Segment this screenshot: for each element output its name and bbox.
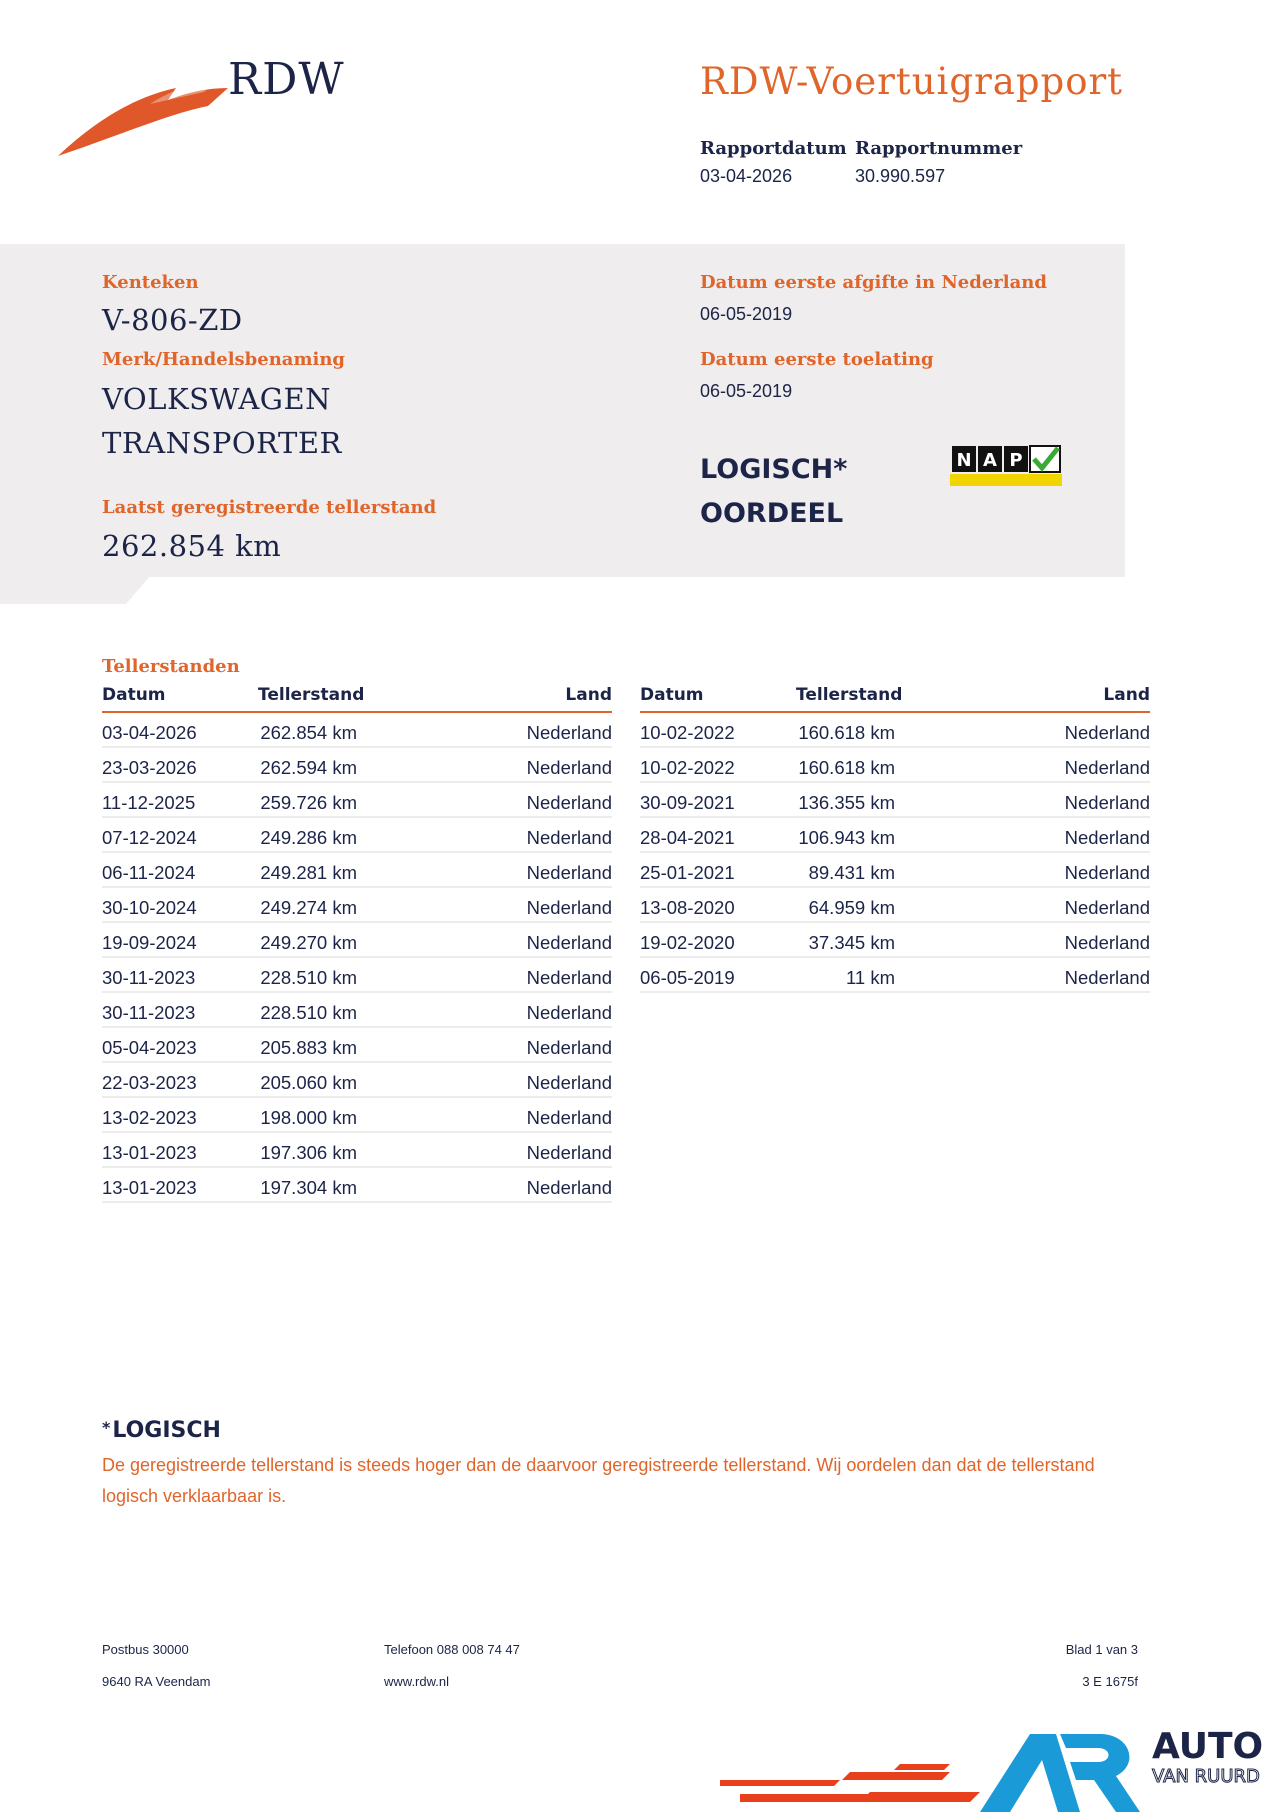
footnote-title	[102, 1418, 221, 1443]
panel-tab-shape	[0, 576, 150, 604]
row-reading: 205.060 km	[260, 1072, 357, 1093]
logo-text: RDW	[228, 54, 345, 105]
row-reading: 197.304 km	[260, 1177, 357, 1198]
row-date: 13-08-2020	[640, 897, 735, 918]
row-reading: 249.274 km	[260, 897, 357, 918]
make-label: Merk/Handelsbenaming	[102, 349, 346, 370]
plate-value: V-806-ZD	[102, 303, 243, 337]
row-country: Nederland	[526, 827, 612, 848]
row-country: Nederland	[526, 1002, 612, 1023]
row-date: 23-03-2026	[102, 757, 197, 778]
row-reading: 198.000 km	[260, 1107, 357, 1128]
footer-phone: Telefoon 088 008 74 47	[384, 1642, 520, 1657]
table-header	[102, 685, 612, 713]
report-number: 30.990.597	[855, 166, 946, 186]
row-date: 28-04-2021	[640, 827, 735, 848]
row-date: 13-02-2023	[102, 1107, 197, 1128]
footnote-star: *	[102, 1418, 111, 1437]
row-country: Nederland	[526, 1142, 612, 1163]
row-country: Nederland	[526, 967, 612, 988]
odometer-label: Laatst geregistreerde tellerstand	[102, 497, 437, 518]
report-date-label: Rapportdatum	[700, 138, 847, 159]
verdict-line1: LOGISCH*	[700, 454, 848, 485]
first-nl-label: Datum eerste afgifte in Nederland	[700, 272, 1047, 293]
row-reading: 160.618 km	[798, 722, 895, 743]
row-date: 11-12-2025	[102, 792, 196, 813]
row-reading: 228.510 km	[260, 967, 357, 988]
table-header	[640, 685, 1150, 713]
nap-letter-a: A	[983, 450, 997, 471]
row-country: Nederland	[526, 932, 612, 953]
table-row	[102, 1063, 612, 1098]
row-reading: 228.510 km	[260, 1002, 357, 1023]
row-country: Nederland	[1064, 932, 1150, 953]
row-country: Nederland	[526, 1072, 612, 1093]
make-line2: TRANSPORTER	[102, 426, 342, 460]
row-date: 22-03-2023	[102, 1072, 197, 1093]
row-date: 10-02-2022	[640, 722, 735, 743]
row-date: 25-01-2021	[640, 862, 735, 883]
row-date: 07-12-2024	[102, 827, 197, 848]
table-row	[102, 748, 612, 783]
row-reading: 249.281 km	[260, 862, 357, 883]
col-date: Datum	[640, 685, 704, 705]
row-date: 30-09-2021	[640, 792, 735, 813]
table-row	[102, 713, 612, 748]
row-country: Nederland	[526, 792, 612, 813]
table-row	[102, 1098, 612, 1133]
table-row	[640, 923, 1150, 958]
nap-badge	[950, 442, 1062, 486]
brand-line2: VAN RUURD	[1152, 1766, 1260, 1787]
row-date: 13-01-2023	[102, 1177, 197, 1198]
col-country: Land	[1103, 685, 1150, 705]
readings-table-left	[102, 685, 612, 1203]
row-reading: 262.854 km	[260, 722, 357, 743]
make-line1: VOLKSWAGEN	[102, 382, 332, 416]
row-country: Nederland	[526, 1037, 612, 1058]
row-reading: 11 km	[845, 967, 895, 988]
table-row	[102, 1168, 612, 1203]
row-country: Nederland	[1064, 897, 1150, 918]
footer-code: 3 E 1675f	[1082, 1674, 1138, 1689]
table-row	[640, 748, 1150, 783]
nap-letter-p: P	[1009, 450, 1023, 471]
row-country: Nederland	[526, 1177, 612, 1198]
auto-van-ruurd-logo	[720, 1720, 1280, 1812]
table-row	[640, 888, 1150, 923]
row-reading: 136.355 km	[798, 792, 895, 813]
table-row	[102, 1133, 612, 1168]
row-country: Nederland	[526, 862, 612, 883]
report-number-label: Rapportnummer	[855, 138, 1023, 159]
table-row	[640, 958, 1150, 993]
first-nl-value: 06-05-2019	[700, 304, 793, 324]
footnote-title-text: LOGISCH	[112, 1418, 221, 1443]
row-reading: 197.306 km	[260, 1142, 357, 1163]
table-row	[640, 853, 1150, 888]
table-row	[102, 853, 612, 888]
row-date: 13-01-2023	[102, 1142, 197, 1163]
table-row	[102, 958, 612, 993]
verdict-line2: OORDEEL	[700, 498, 844, 529]
row-country: Nederland	[1064, 722, 1150, 743]
col-country: Land	[565, 685, 612, 705]
report-title: RDW-Voertuigrapport	[700, 60, 1124, 103]
odometer-value: 262.854 km	[102, 529, 282, 563]
row-date: 05-04-2023	[102, 1037, 197, 1058]
row-country: Nederland	[1064, 792, 1150, 813]
row-date: 30-11-2023	[102, 967, 196, 988]
row-country: Nederland	[526, 897, 612, 918]
table-row	[640, 783, 1150, 818]
col-reading: Tellerstand	[796, 685, 903, 705]
row-date: 30-11-2023	[102, 1002, 196, 1023]
plate-label: Kenteken	[102, 272, 199, 293]
col-date: Datum	[102, 685, 166, 705]
table-row	[102, 783, 612, 818]
row-reading: 37.345 km	[808, 932, 895, 953]
row-country: Nederland	[1064, 862, 1150, 883]
row-date: 06-11-2024	[102, 862, 196, 883]
row-reading: 262.594 km	[260, 757, 357, 778]
row-reading: 160.618 km	[798, 757, 895, 778]
table-row	[102, 1028, 612, 1063]
first-admission-value: 06-05-2019	[700, 381, 793, 401]
row-country: Nederland	[526, 757, 612, 778]
row-reading: 89.431 km	[808, 862, 895, 883]
table-row	[102, 888, 612, 923]
row-date: 19-09-2024	[102, 932, 197, 953]
footnote-text: De geregistreerde tellerstand is steeds hoger dan de daarvoor geregistreerde tellerstand. Wij oordelen dan dat de tellerstand logisch verklaarbaar is.	[102, 1455, 1095, 1506]
first-admission-label: Datum eerste toelating	[700, 349, 934, 370]
row-reading: 249.286 km	[260, 827, 357, 848]
readings-table-right	[640, 685, 1150, 993]
readings-section-label: Tellerstanden	[102, 656, 240, 677]
row-reading: 64.959 km	[808, 897, 895, 918]
table-row	[102, 993, 612, 1028]
row-country: Nederland	[1064, 967, 1150, 988]
table-row	[102, 818, 612, 853]
footer-page: Blad 1 van 3	[1065, 1642, 1138, 1657]
footer-address2: 9640 RA Veendam	[102, 1674, 211, 1689]
row-date: 10-02-2022	[640, 757, 735, 778]
row-reading: 249.270 km	[260, 932, 357, 953]
table-row	[640, 818, 1150, 853]
ar-mark-icon	[980, 1734, 1140, 1812]
table-row	[102, 923, 612, 958]
row-country: Nederland	[1064, 757, 1150, 778]
row-country: Nederland	[1064, 827, 1150, 848]
row-date: 06-05-2019	[640, 967, 735, 988]
report-date: 03-04-2026	[700, 166, 793, 186]
row-country: Nederland	[526, 722, 612, 743]
row-date: 03-04-2026	[102, 722, 197, 743]
row-country: Nederland	[526, 1107, 612, 1128]
footer-web: www.rdw.nl	[384, 1674, 450, 1689]
row-date: 30-10-2024	[102, 897, 197, 918]
nap-letter-n: N	[956, 450, 972, 471]
footer-address1: Postbus 30000	[102, 1642, 189, 1657]
row-reading: 205.883 km	[260, 1037, 357, 1058]
speed-stripes-icon	[720, 1764, 980, 1802]
row-reading: 106.943 km	[798, 827, 895, 848]
row-reading: 259.726 km	[260, 792, 357, 813]
table-row	[640, 713, 1150, 748]
row-date: 19-02-2020	[640, 932, 735, 953]
brand-line1: AUTO	[1152, 1726, 1264, 1767]
col-reading: Tellerstand	[258, 685, 365, 705]
